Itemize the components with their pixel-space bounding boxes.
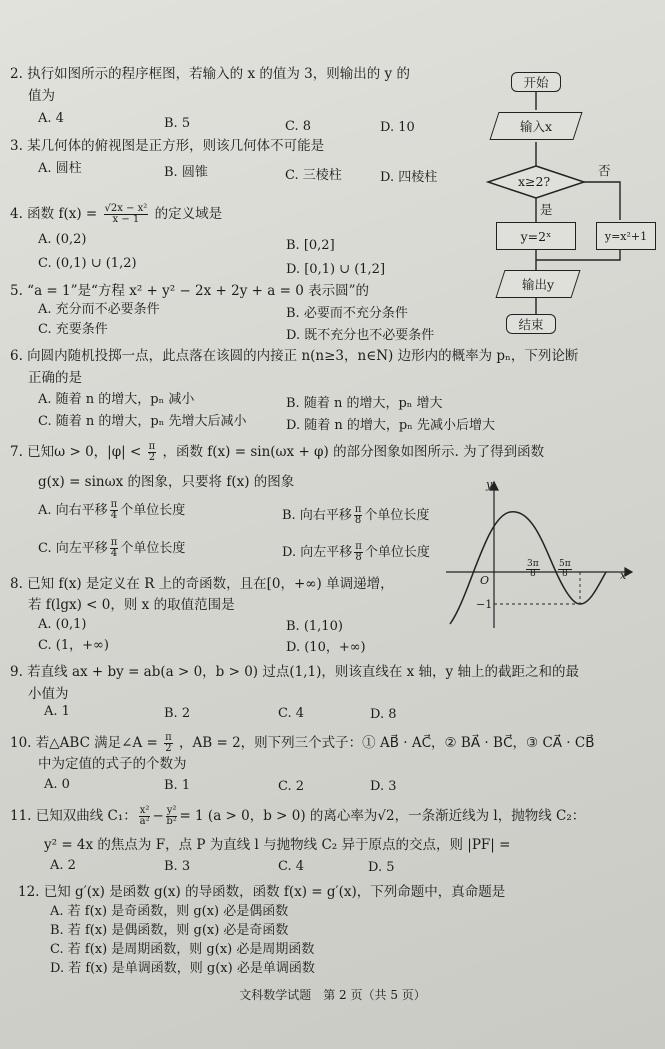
q3-option-a: A. 圆柱 xyxy=(38,161,82,176)
q7-c-pre: C. 向左平移 xyxy=(38,541,108,556)
q7-frac-num: π xyxy=(148,441,156,452)
q11-frac-y-den: b² xyxy=(166,816,177,827)
q10-frac-num: π xyxy=(165,732,172,743)
output-node-label: 输出y xyxy=(521,277,555,292)
q9-stem: 9. 若直线 ax + by = ab(a > 0，b > 0) 过点(1,1)，则该直线在 x 轴，y 轴上的截距之和的最 xyxy=(10,664,579,680)
q9-option-b: B. 2 xyxy=(164,706,191,721)
q11-option-d: D. 5 xyxy=(368,860,395,875)
tick-three-pi-eighths xyxy=(524,560,542,579)
q2-option-b: B. 5 xyxy=(164,116,191,131)
q11-stem-a: 11. 已知双曲线 C₁： xyxy=(10,808,137,824)
minus-one-label: −1 xyxy=(476,598,493,611)
q4-option-c: C. (0,1) ∪ (1,2) xyxy=(38,256,137,271)
q7-d-post: 个单位长度 xyxy=(364,545,430,560)
q5-option-d: D. 既不充分也不必要条件 xyxy=(286,328,435,343)
end-node: 结束 xyxy=(506,314,556,334)
q8-stem-cont: 若 f(lgx) < 0，则 x 的取值范围是 xyxy=(28,597,235,613)
y-axis-label: y xyxy=(486,478,493,491)
q7-a-den: 4 xyxy=(110,510,118,521)
q5-stem: 5. “a = 1”是“方程 x² + y² − 2x + 2y + a = 0 表示圆”的 xyxy=(10,283,369,299)
x-axis-label: x xyxy=(620,569,627,582)
q8-option-c: C. (1，+∞) xyxy=(38,638,109,653)
q11-option-c: C. 4 xyxy=(278,859,305,874)
q11-frac-x-den: a² xyxy=(139,816,150,827)
q2-option-d: D. 10 xyxy=(380,120,415,135)
tick1-num: 3π xyxy=(527,559,539,569)
q7-frac-den: 2 xyxy=(148,452,156,463)
sine-graph-svg xyxy=(440,476,640,636)
q7-d-den: 8 xyxy=(355,552,362,563)
q7-d-num: π xyxy=(355,541,362,552)
q10-option-a: A. 0 xyxy=(44,777,70,792)
q11-minus: − xyxy=(152,808,164,824)
q8-option-a: A. (0,1) xyxy=(38,617,87,632)
q6-stem-cont: 正确的是 xyxy=(28,370,82,386)
q7-a-num: π xyxy=(110,499,118,510)
q8-option-d: D. (10，+∞) xyxy=(286,640,366,655)
q5-option-b: B. 必要而不充分条件 xyxy=(286,306,408,321)
q11-frac-x-num: x² xyxy=(139,805,150,816)
q2-option-a: A. 4 xyxy=(38,111,64,126)
q2-option-c: C. 8 xyxy=(285,119,312,134)
q7-stem-cont: g(x) = sinωx 的图象，只要将 f(x) 的图象 xyxy=(38,474,295,490)
q4-option-a: A. (0,2) xyxy=(38,232,87,247)
q11-option-a: A. 2 xyxy=(50,858,76,873)
q7-c-post: 个单位长度 xyxy=(120,541,186,556)
tick2-num: 5π xyxy=(559,559,571,569)
q6-option-a: A. 随着 n 的增大，pₙ 减小 xyxy=(38,392,195,407)
q4-option-d: D. [0,1) ∪ (1,2] xyxy=(286,262,386,277)
q10-stem-b: ，AB = 2，则下列三个式子：① AB⃗ · AC⃗，② BA⃗ · BC⃗，③ CA⃗ · CB⃗ xyxy=(179,735,595,751)
tick1-den: 8 xyxy=(529,569,536,579)
q7-stem-a: 7. 已知ω > 0，|φ| < xyxy=(10,444,142,460)
q7-b-post: 个单位长度 xyxy=(364,508,430,523)
q12-option-a: A. 若 f(x) 是奇函数，则 g(x) 必是偶函数 xyxy=(50,904,289,919)
q9-option-c: C. 4 xyxy=(278,706,305,721)
input-node-label: 输入x xyxy=(519,119,553,134)
q9-option-d: D. 8 xyxy=(370,707,397,722)
q10-stem-cont: 中为定值的式子的个数为 xyxy=(38,756,187,772)
origin-label: O xyxy=(480,574,490,587)
q4-fraction-num: √2x − x² xyxy=(104,203,148,214)
q12-stem: 12. 已知 g′(x) 是函数 g(x) 的导函数，函数 f(x) = g′(x)，下列命题中，真命题是 xyxy=(18,884,506,900)
input-node xyxy=(489,112,582,140)
q9-stem-cont: 小值为 xyxy=(28,686,69,702)
q12-option-c: C. 若 f(x) 是周期函数，则 g(x) 必是周期函数 xyxy=(50,942,315,957)
q9-option-a: A. 1 xyxy=(44,704,70,719)
q7-stem-b: ，函数 f(x) = sin(ωx + φ) 的部分图象如图所示. 为了得到函数 xyxy=(162,444,545,460)
q2-stem-cont: 值为 xyxy=(28,88,55,104)
no-label: 否 xyxy=(598,163,611,178)
q3-option-b: B. 圆锥 xyxy=(164,165,208,180)
q3-stem: 3. 某几何体的俯视图是正方形，则该几何体不可能是 xyxy=(10,138,325,154)
start-node: 开始 xyxy=(511,72,561,92)
q2-stem: 2. 执行如图所示的程序框图，若输入的 x 的值为 3，则输出的 y 的 xyxy=(10,66,410,82)
q10-option-b: B. 1 xyxy=(164,778,191,793)
q4-fraction-den: x − 1 xyxy=(112,214,140,225)
q4-prefix: 4. 函数 f(x) = xyxy=(10,206,98,222)
q10-option-d: D. 3 xyxy=(370,779,397,794)
q11-stem-b: = 1 (a > 0，b > 0) 的离心率为√2，一条渐近线为 l，抛物线 C₂： xyxy=(179,808,586,824)
right-assign-node: y=x²+1 xyxy=(596,222,656,250)
left-assign-node: y=2ˣ xyxy=(496,222,576,250)
q5-option-c: C. 充要条件 xyxy=(38,322,108,337)
q7-c-num: π xyxy=(110,537,118,548)
q8-option-b: B. (1,10) xyxy=(286,619,343,634)
q4-option-b: B. [0,2] xyxy=(286,238,335,253)
q11-stem-cont: y² = 4x 的焦点为 F，点 P 为直线 l 与抛物线 C₂ 异于原点的交点，则 |PF| = xyxy=(44,837,511,853)
q7-b-num: π xyxy=(354,504,362,515)
q7-d-pre: D. 向左平移 xyxy=(282,545,353,560)
condition-label: x≥2? xyxy=(518,174,551,189)
q3-option-d: D. 四棱柱 xyxy=(380,170,438,185)
q7-a-post: 个单位长度 xyxy=(120,503,186,518)
output-node xyxy=(495,270,580,298)
tick2-den: 8 xyxy=(561,569,568,579)
q11-frac-y-num: y² xyxy=(166,805,177,816)
page-footer: 文科数学试题 第 2 页（共 5 页） xyxy=(239,988,426,1002)
q7-b-pre: B. 向右平移 xyxy=(282,508,352,523)
q3-option-c: C. 三棱柱 xyxy=(285,168,342,183)
q4-suffix: 的定义域是 xyxy=(154,206,223,222)
q11-option-b: B. 3 xyxy=(164,859,191,874)
q5-option-a: A. 充分而不必要条件 xyxy=(38,302,160,317)
q6-stem: 6. 向圆内随机投掷一点，此点落在该圆的内接正 n(n≥3，n∈N) 边形内的概率为 pₙ，下列论断 xyxy=(10,348,579,364)
q6-option-c: C. 随着 n 的增大，pₙ 先增大后减小 xyxy=(38,414,247,429)
q7-b-den: 8 xyxy=(354,515,362,526)
q10-frac-den: 2 xyxy=(165,743,172,754)
q10-stem-a: 10. 若△ABC 满足∠A = xyxy=(10,735,158,751)
q10-option-c: C. 2 xyxy=(278,779,305,794)
tick-five-pi-eighths xyxy=(556,560,574,579)
yes-label: 是 xyxy=(540,202,553,217)
q6-option-b: B. 随着 n 的增大，pₙ 增大 xyxy=(286,396,443,411)
q12-option-b: B. 若 f(x) 是偶函数，则 g(x) 必是奇函数 xyxy=(50,923,289,938)
q6-option-d: D. 随着 n 的增大，pₙ 先减小后增大 xyxy=(286,418,495,433)
q12-option-d: D. 若 f(x) 是单调函数，则 g(x) 必是单调函数 xyxy=(50,961,315,976)
q8-stem: 8. 已知 f(x) 是定义在 R 上的奇函数，且在[0，+∞) 单调递增， xyxy=(10,576,394,592)
q7-a-pre: A. 向右平移 xyxy=(38,503,108,518)
q7-c-den: 4 xyxy=(110,548,118,559)
